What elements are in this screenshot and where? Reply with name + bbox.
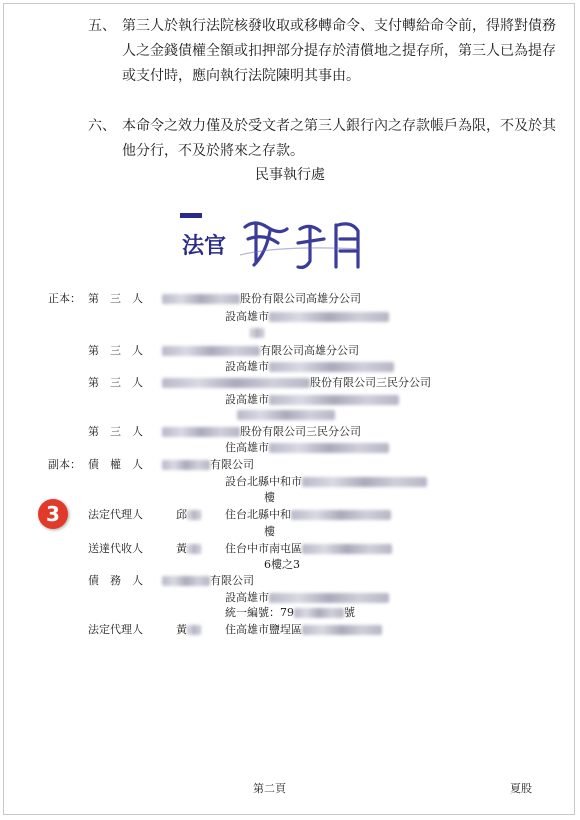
recipient-name bbox=[162, 574, 254, 588]
court-division: 民事執行處 bbox=[255, 167, 325, 183]
paragraph-text: 第三人於執行法院核發收取或移轉命令、支付轉給命令前，得將對債務人之金錢債權全額或扣押部分提存於清償地之提存所，第三人已為提存或支付時，應向執行法院陳明其事由。 bbox=[122, 18, 556, 84]
address-prefix: 住台中市南屯區 bbox=[225, 542, 302, 555]
paragraph-6 bbox=[88, 114, 558, 164]
redacted-text bbox=[294, 608, 344, 618]
redacted-text bbox=[269, 443, 389, 453]
recipient-address bbox=[225, 360, 394, 374]
recipient-address bbox=[225, 542, 392, 556]
redacted-text bbox=[269, 395, 399, 405]
name-suffix: 股份有限公司高雄分公司 bbox=[240, 292, 361, 305]
recipient-address-cont bbox=[237, 408, 335, 422]
address-prefix: 設高雄市 bbox=[225, 393, 269, 406]
recipient-address bbox=[225, 441, 389, 455]
name-prefix: 黃 bbox=[176, 623, 187, 636]
recipient-name bbox=[162, 458, 254, 472]
recipient-name bbox=[162, 376, 431, 390]
department-code: 夏股 bbox=[510, 782, 532, 795]
recipient-address-cont bbox=[250, 326, 264, 340]
recipient-role: 法定代理人 bbox=[88, 623, 143, 636]
paragraph-number: 五、 bbox=[88, 18, 116, 34]
name-suffix: 股份有限公司三民分公司 bbox=[240, 425, 361, 438]
redacted-text bbox=[291, 510, 391, 520]
address-prefix: 住台北縣中和 bbox=[225, 508, 291, 521]
address-prefix: 住高雄市 bbox=[225, 441, 269, 454]
name-prefix: 黃 bbox=[176, 542, 187, 555]
redacted-text bbox=[162, 378, 310, 388]
name-suffix: 有限公司 bbox=[210, 458, 254, 471]
judge-label: 法官 bbox=[182, 234, 227, 259]
copy-label: 副本： bbox=[48, 458, 81, 471]
address-prefix: 住高雄市鹽埕區 bbox=[225, 623, 302, 636]
redacted-text bbox=[269, 362, 394, 372]
original-label: 正本： bbox=[48, 292, 81, 305]
redacted-text bbox=[162, 427, 240, 437]
judge-seal bbox=[170, 205, 380, 275]
redacted-text bbox=[302, 625, 382, 635]
address-prefix: 設高雄市 bbox=[225, 591, 269, 604]
redacted-text bbox=[187, 510, 201, 520]
id-prefix: 統一編號：79 bbox=[225, 606, 294, 619]
name-suffix: 有限公司 bbox=[210, 574, 254, 587]
address-prefix: 設高雄市 bbox=[225, 310, 269, 323]
redacted-text bbox=[302, 544, 392, 554]
recipient-address bbox=[225, 310, 389, 324]
name-suffix: 股份有限公司三民分公司 bbox=[310, 376, 431, 389]
recipient-address bbox=[225, 591, 389, 605]
tax-id bbox=[225, 606, 355, 620]
redacted-text bbox=[237, 410, 335, 420]
address-prefix: 設高雄市 bbox=[225, 360, 269, 373]
recipient-address-cont: 6樓之3 bbox=[264, 558, 300, 571]
redacted-text bbox=[187, 544, 201, 554]
redacted-text bbox=[187, 625, 201, 635]
recipient-name bbox=[176, 508, 201, 522]
recipient-name bbox=[176, 542, 201, 556]
recipient-name bbox=[162, 425, 361, 439]
redacted-text bbox=[162, 576, 210, 586]
recipient-address-cont: 樓 bbox=[264, 491, 275, 504]
paragraph-5 bbox=[88, 14, 558, 89]
id-suffix: 號 bbox=[344, 606, 355, 619]
redacted-text bbox=[269, 593, 389, 603]
recipient-name bbox=[176, 623, 201, 637]
page-number: 第二頁 bbox=[253, 782, 286, 795]
redacted-text bbox=[250, 328, 264, 338]
recipient-name bbox=[162, 344, 359, 358]
redacted-text bbox=[162, 346, 260, 356]
recipient-role: 債 權 人 bbox=[88, 458, 143, 471]
redacted-text bbox=[162, 460, 210, 470]
recipient-role: 第 三 人 bbox=[88, 425, 143, 438]
step-number-badge: 3 bbox=[38, 499, 68, 529]
recipient-name bbox=[162, 292, 361, 306]
redacted-text bbox=[302, 477, 427, 487]
recipient-role: 送達代收人 bbox=[88, 542, 143, 555]
recipient-address-cont: 樓 bbox=[264, 525, 275, 538]
recipient-address bbox=[225, 393, 399, 407]
recipient-address bbox=[225, 508, 391, 522]
name-prefix: 邱 bbox=[176, 508, 187, 521]
address-prefix: 設台北縣中和市 bbox=[225, 475, 302, 488]
recipient-role: 第 三 人 bbox=[88, 344, 143, 357]
recipient-address bbox=[225, 623, 382, 637]
recipient-role: 法定代理人 bbox=[88, 508, 143, 521]
redacted-text bbox=[269, 312, 389, 322]
recipient-role: 第 三 人 bbox=[88, 292, 143, 305]
redacted-text bbox=[162, 294, 240, 304]
recipient-role: 債 務 人 bbox=[88, 574, 143, 587]
paragraph-text: 本命令之效力僅及於受文者之第三人銀行內之存款帳戶為限，不及於其他分行，不及於將來之存款。 bbox=[122, 118, 556, 159]
paragraph-number: 六、 bbox=[88, 118, 116, 134]
name-suffix: 有限公司高雄分公司 bbox=[260, 344, 359, 357]
recipient-address bbox=[225, 475, 427, 489]
recipient-role: 第 三 人 bbox=[88, 376, 143, 389]
